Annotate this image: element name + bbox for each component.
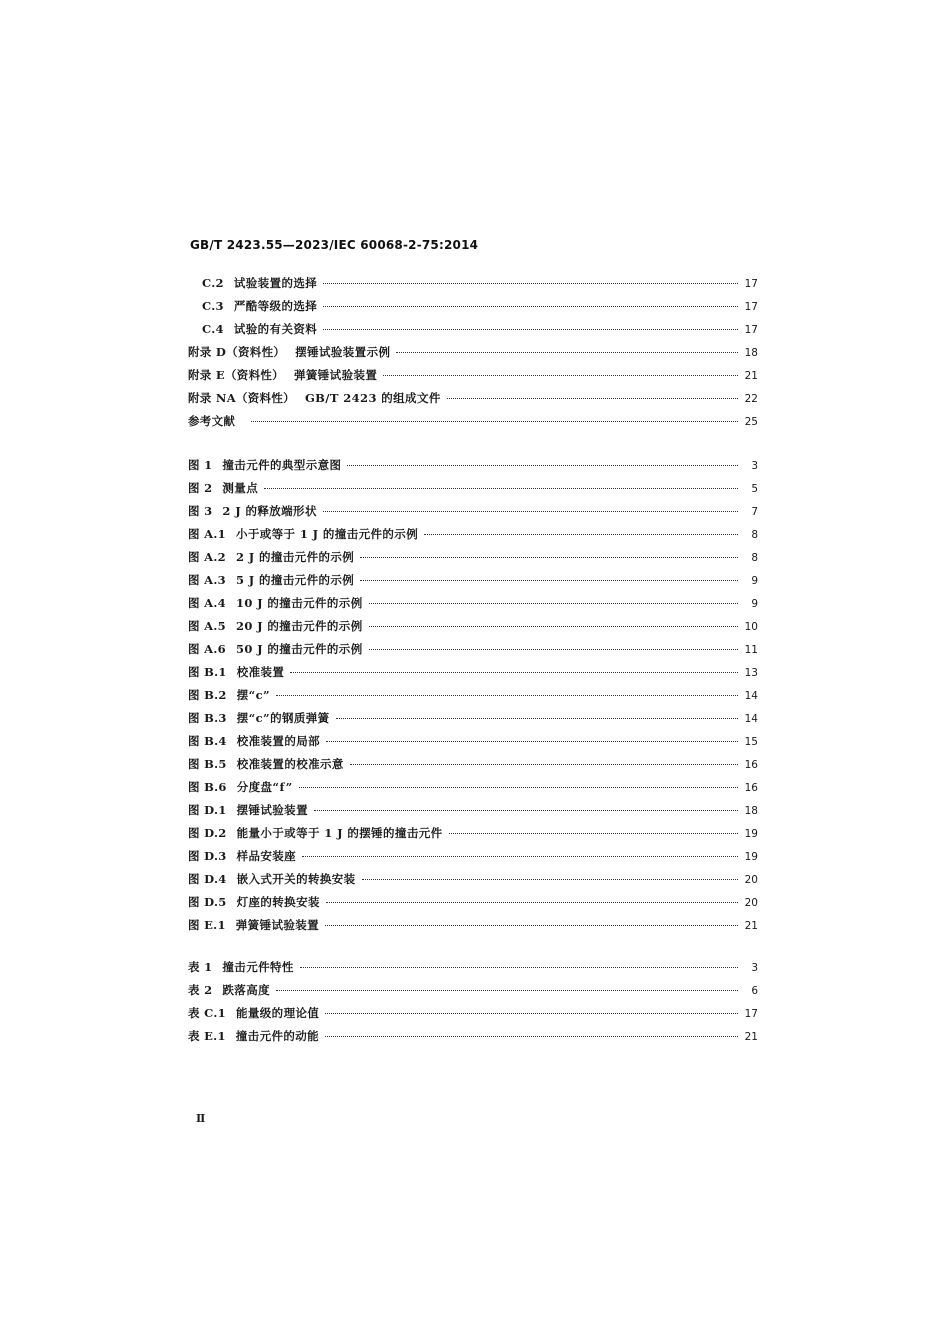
figure-entry-label: 图 D.3 xyxy=(188,849,227,863)
figure-entry-page: 7 xyxy=(751,506,758,518)
figure-entry-page: 14 xyxy=(744,713,758,725)
figure-entry-title: 能量小于或等于 1 J 的摆锤的撞击元件 xyxy=(236,826,443,840)
toc-entry-title: GB/T 2423 的组成文件 xyxy=(304,391,441,405)
figure-entry[interactable] xyxy=(188,686,758,704)
figure-entry[interactable] xyxy=(188,456,758,474)
figure-entry-page: 20 xyxy=(744,874,758,886)
table-entry-label: 表 E.1 xyxy=(188,1029,226,1043)
figure-entry-title: 小于或等于 1 J 的撞击元件的示例 xyxy=(235,527,419,541)
toc-entry-label: C.2 xyxy=(202,276,224,290)
figure-entry-page: 20 xyxy=(744,897,758,909)
figure-entry-page: 8 xyxy=(751,529,758,541)
figure-entry-title: 10 J 的撞击元件的示例 xyxy=(235,596,363,610)
dot-leader xyxy=(264,488,738,489)
dot-leader xyxy=(369,626,738,627)
dot-leader xyxy=(347,465,738,466)
figure-entry-page: 19 xyxy=(744,851,758,863)
dot-leader xyxy=(323,329,738,330)
dot-leader xyxy=(325,1036,738,1037)
figure-entry[interactable] xyxy=(188,502,758,520)
dot-leader xyxy=(299,787,738,788)
dot-leader xyxy=(336,718,738,719)
figure-entry-label: 图 A.4 xyxy=(188,596,226,610)
dot-leader xyxy=(326,741,738,742)
toc-entry-page: 17 xyxy=(744,301,758,313)
dot-leader xyxy=(323,511,738,512)
figure-entry-label: 图 B.1 xyxy=(188,665,227,679)
page-number: Ⅱ xyxy=(196,1112,206,1125)
figure-entry-title: 撞击元件的典型示意图 xyxy=(222,458,342,472)
toc-entry-page: 25 xyxy=(744,416,758,428)
figure-entry-page: 9 xyxy=(751,598,758,610)
figure-entry[interactable] xyxy=(188,778,758,796)
figure-entry-label: 图 A.3 xyxy=(188,573,226,587)
figure-entry-title: 摆“c”的钢质弹簧 xyxy=(236,711,330,725)
toc-entry-page: 22 xyxy=(744,393,758,405)
figure-entry-title: 摆锤试验装置 xyxy=(236,803,308,817)
figure-entry-title: 50 J 的撞击元件的示例 xyxy=(235,642,363,656)
toc-entry[interactable] xyxy=(188,389,758,407)
toc-entry[interactable] xyxy=(188,274,758,292)
toc-entry-label: 附录 D（资料性） xyxy=(188,345,286,359)
table-entry[interactable] xyxy=(188,1004,758,1022)
table-entry-title: 撞击元件的动能 xyxy=(235,1029,320,1043)
dot-leader xyxy=(276,695,738,696)
table-entry-page: 17 xyxy=(744,1008,758,1020)
figure-entry[interactable] xyxy=(188,548,758,566)
table-entry-page: 3 xyxy=(751,962,758,974)
toc-entry-label: 参考文献 xyxy=(188,414,236,428)
dot-leader xyxy=(360,580,738,581)
toc-entry[interactable] xyxy=(188,343,758,361)
toc-entry[interactable] xyxy=(188,412,758,430)
figure-entry[interactable] xyxy=(188,640,758,658)
figure-entry-title: 校准装置的校准示意 xyxy=(236,757,344,771)
toc-entry-title: 试验的有关资料 xyxy=(233,322,318,336)
dot-leader xyxy=(447,398,738,399)
dot-leader xyxy=(300,967,738,968)
figure-entry[interactable] xyxy=(188,847,758,865)
toc-entry-label: 附录 NA（资料性） xyxy=(188,391,295,405)
figure-entry-page: 9 xyxy=(751,575,758,587)
figure-entry-title: 20 J 的撞击元件的示例 xyxy=(235,619,363,633)
figure-entry[interactable] xyxy=(188,755,758,773)
dot-leader xyxy=(383,375,738,376)
figure-entry-page: 19 xyxy=(744,828,758,840)
figure-entry-label: 图 A.2 xyxy=(188,550,226,564)
figure-entry-page: 11 xyxy=(744,644,758,656)
figure-entry-title: 样品安装座 xyxy=(236,849,297,863)
document-header: GB/T 2423.55—2023/IEC 60068-2-75:2014 xyxy=(190,238,479,252)
figure-entry[interactable] xyxy=(188,732,758,750)
figure-entry-page: 14 xyxy=(744,690,758,702)
table-entry[interactable] xyxy=(188,981,758,999)
toc-entry[interactable] xyxy=(188,297,758,315)
toc-entry-title: 试验装置的选择 xyxy=(233,276,318,290)
figure-entry[interactable] xyxy=(188,801,758,819)
table-entry-label: 表 C.1 xyxy=(188,1006,226,1020)
dot-leader xyxy=(449,833,738,834)
figure-entry-page: 10 xyxy=(744,621,758,633)
figure-entry-label: 图 A.6 xyxy=(188,642,226,656)
figure-entry-page: 21 xyxy=(744,920,758,932)
figure-entry-label: 图 D.5 xyxy=(188,895,227,909)
toc-entry-title: 弹簧锤试验装置 xyxy=(293,368,378,382)
figure-entry-page: 15 xyxy=(744,736,758,748)
figure-entry-label: 图 2 xyxy=(188,481,213,495)
figure-entry[interactable] xyxy=(188,916,758,934)
table-entry-title: 撞击元件特性 xyxy=(222,960,294,974)
figure-entry-page: 16 xyxy=(744,782,758,794)
toc-entry-label: 附录 E（资料性） xyxy=(188,368,284,382)
dot-leader xyxy=(362,879,738,880)
table-entry[interactable] xyxy=(188,958,758,976)
dot-leader xyxy=(251,421,738,422)
figure-entry-page: 13 xyxy=(744,667,758,679)
dot-leader xyxy=(325,1013,738,1014)
dot-leader xyxy=(396,352,738,353)
dot-leader xyxy=(350,764,738,765)
figure-entry[interactable] xyxy=(188,571,758,589)
figure-entry-label: 图 B.5 xyxy=(188,757,227,771)
table-entry-title: 跌落高度 xyxy=(222,983,271,997)
dot-leader xyxy=(290,672,738,673)
dot-leader xyxy=(323,306,738,307)
figure-entry[interactable] xyxy=(188,824,758,842)
dot-leader xyxy=(360,557,738,558)
figure-entry-label: 图 A.1 xyxy=(188,527,226,541)
figure-entry-page: 5 xyxy=(751,483,758,495)
toc-entry-label: C.3 xyxy=(202,299,224,313)
dot-leader xyxy=(325,925,738,926)
figure-entry-title: 2 J 的撞击元件的示例 xyxy=(235,550,355,564)
dot-leader xyxy=(369,603,738,604)
figure-entry-label: 图 3 xyxy=(188,504,213,518)
figure-entry-label: 图 B.6 xyxy=(188,780,227,794)
toc-entry-title: 摆锤试验装置示例 xyxy=(295,345,391,359)
figure-entry-page: 18 xyxy=(744,805,758,817)
table-entry[interactable] xyxy=(188,1027,758,1045)
figure-entry-title: 校准装置 xyxy=(236,665,285,679)
figure-entry[interactable] xyxy=(188,709,758,727)
table-entry-page: 21 xyxy=(744,1031,758,1043)
table-entry-page: 6 xyxy=(751,985,758,997)
dot-leader xyxy=(369,649,738,650)
toc-entry-page: 21 xyxy=(744,370,758,382)
figure-entry-label: 图 B.2 xyxy=(188,688,227,702)
toc-entry-page: 17 xyxy=(744,278,758,290)
figure-entry-label: 图 D.2 xyxy=(188,826,227,840)
dot-leader xyxy=(326,902,738,903)
dot-leader xyxy=(424,534,738,535)
figure-entry-label: 图 B.3 xyxy=(188,711,227,725)
figure-entry-title: 5 J 的撞击元件的示例 xyxy=(235,573,355,587)
dot-leader xyxy=(323,283,738,284)
table-entry-label: 表 1 xyxy=(188,960,213,974)
dot-leader xyxy=(314,810,738,811)
figure-entry-title: 校准装置的局部 xyxy=(236,734,321,748)
figure-entry-label: 图 D.4 xyxy=(188,872,227,886)
figure-entry-label: 图 D.1 xyxy=(188,803,227,817)
figure-entry-title: 灯座的转换安装 xyxy=(236,895,320,909)
table-entry-label: 表 2 xyxy=(188,983,213,997)
figure-entry[interactable] xyxy=(188,479,758,497)
toc-entry-title: 严酷等级的选择 xyxy=(233,299,318,313)
toc-entry[interactable] xyxy=(188,320,758,338)
figure-entry[interactable] xyxy=(188,617,758,635)
figure-entry-page: 8 xyxy=(751,552,758,564)
figure-entry-title: 弹簧锤试验装置 xyxy=(235,918,320,932)
figure-entry-title: 测量点 xyxy=(222,481,259,495)
figure-entry-title: 2 J 的释放端形状 xyxy=(222,504,317,518)
table-entry-title: 能量级的理论值 xyxy=(235,1006,320,1020)
toc-entry-page: 18 xyxy=(744,347,758,359)
figure-entry-label: 图 A.5 xyxy=(188,619,226,633)
figure-entry[interactable] xyxy=(188,870,758,888)
figure-entry-label: 图 B.4 xyxy=(188,734,227,748)
figure-entry-label: 图 1 xyxy=(188,458,213,472)
figure-entry-page: 16 xyxy=(744,759,758,771)
toc-entry-page: 17 xyxy=(744,324,758,336)
figure-entry-title: 分度盘“f” xyxy=(236,780,293,794)
figure-entry[interactable] xyxy=(188,663,758,681)
figure-entry[interactable] xyxy=(188,525,758,543)
figure-entry-title: 摆“c” xyxy=(236,688,271,702)
figure-entry-page: 3 xyxy=(751,460,758,472)
figure-entry[interactable] xyxy=(188,594,758,612)
toc-entry[interactable] xyxy=(188,366,758,384)
dot-leader xyxy=(276,990,738,991)
dot-leader xyxy=(302,856,738,857)
figure-entry[interactable] xyxy=(188,893,758,911)
toc-entry-label: C.4 xyxy=(202,322,224,336)
figure-entry-title: 嵌入式开关的转换安装 xyxy=(236,872,356,886)
figure-entry-label: 图 E.1 xyxy=(188,918,226,932)
